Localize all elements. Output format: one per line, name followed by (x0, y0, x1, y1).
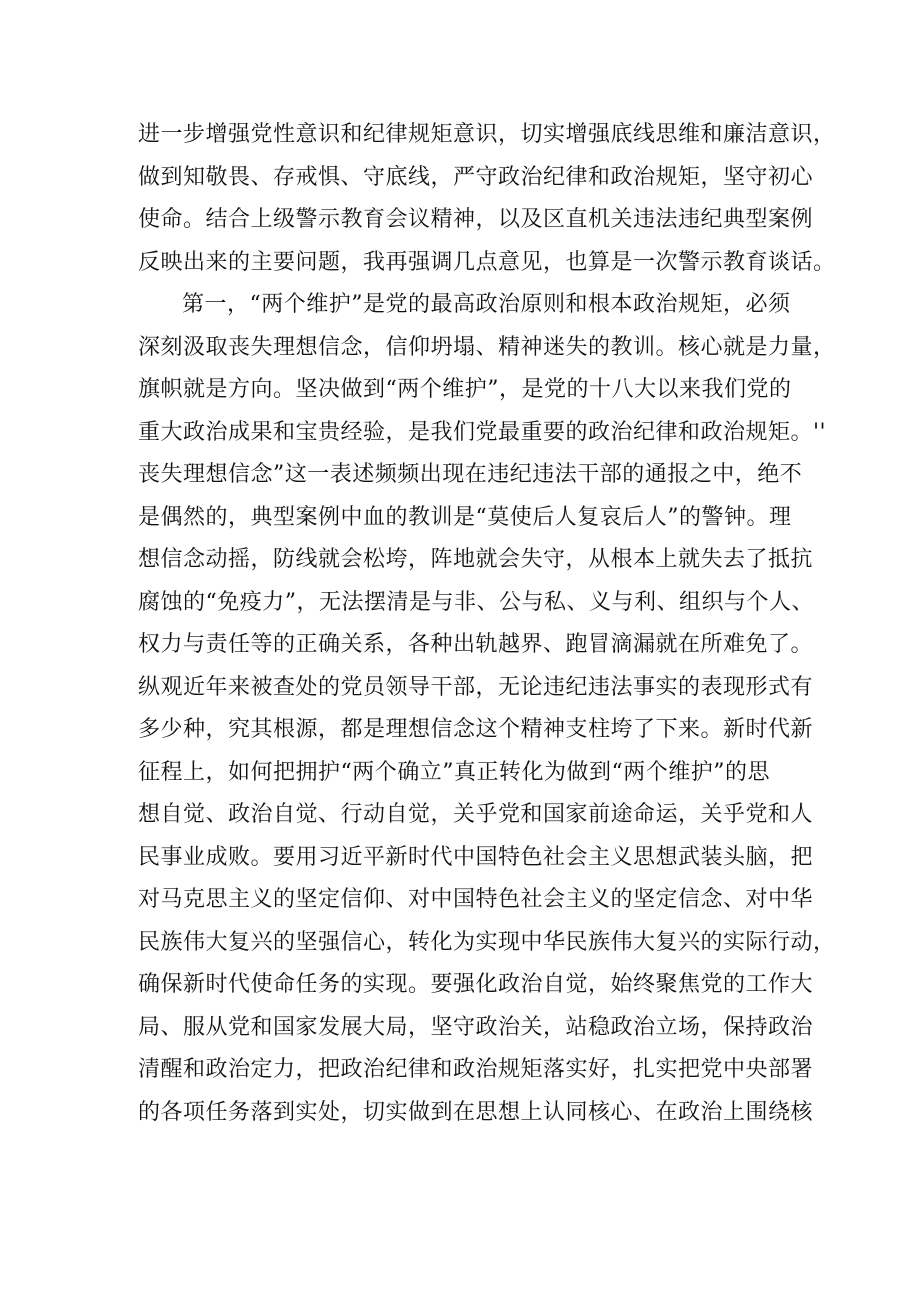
text-line: 进一步增强党性意识和纪律规矩意识，切实增强底线思维和廉洁意识， (138, 122, 836, 147)
text-line: 对马克思主义的坚定信仰、对中国特色社会主义的坚定信念、对中华 (138, 887, 814, 912)
text-line: 想信念动摇，防线就会松垮，阵地就会失守，从根本上就失去了抵抗 (138, 547, 814, 572)
text-line: 想自觉、政治自觉、行动自觉，关乎党和国家前途命运，关乎党和人 (138, 802, 814, 827)
text-line: 重大政治成果和宝贵经验，是我们党最重要的政治纪律和政治规矩。'' (138, 419, 827, 445)
text-line: 的各项任务落到实处，切实做到在思想上认同核心、在政治上围绕核 (138, 1099, 814, 1125)
text-line: 深刻汲取丧失理想信念，信仰坍塌、精神迷失的教训。核心就是力量， (138, 334, 836, 360)
text-line: 反映出来的主要问题，我再强调几点意见，也算是一次警示教育谈话。 (138, 249, 836, 275)
paragraph-start-line: 第一，“两个维护”是党的最高政治原则和根本政治规矩，必须 (182, 292, 791, 317)
text-line: 确保新时代使命任务的实现。要强化政治自觉，始终聚焦党的工作大 (138, 972, 814, 997)
text-line: 权力与责任等的正确关系，各种出轨越界、跑冒滴漏就在所难免了。 (138, 632, 814, 657)
text-line: 民事业成败。要用习近平新时代中国特色社会主义思想武装头脑，把 (138, 844, 814, 870)
text-line: 清醒和政治定力，把政治纪律和政治规矩落实好，扎实把党中央部署 (138, 1057, 814, 1082)
text-line: 征程上，如何把拥护“两个确立”真正转化为做到“两个维护”的思 (138, 759, 770, 785)
text-line: 民族伟大复兴的坚强信心，转化为实现中华民族伟大复兴的实际行动， (138, 929, 836, 955)
text-line: 纵观近年来被查处的党员领导干部，无论违纪违法事实的表现形式有 (138, 674, 814, 700)
text-line: 做到知敬畏、存戒惧、守底线，严守政治纪律和政治规矩，坚守初心 (138, 164, 814, 190)
text-line: 多少种，究其根源，都是理想信念这个精神支柱垮了下来。新时代新 (138, 717, 814, 742)
text-line: 腐蚀的“免疫力”，无法摆清是与非、公与私、义与利、组织与个人、 (138, 589, 814, 615)
text-line: 丧失理想信念”这一表述频频出现在违纪违法干部的通报之中，绝不 (138, 462, 803, 487)
text-line: 局、服从党和国家发展大局，坚守政治关，站稳政治立场，保持政治 (138, 1014, 814, 1040)
text-line: 是偶然的，典型案例中血的教训是“莫使后人复哀后人”的警钟。理 (138, 504, 792, 530)
document-body (138, 114, 836, 1134)
text-line: 旗帜就是方向。坚决做到“两个维护”，是党的十八大以来我们党的 (138, 377, 792, 402)
text-line: 使命。结合上级警示教育会议精神，以及区直机关违法违纪典型案例 (138, 207, 814, 232)
